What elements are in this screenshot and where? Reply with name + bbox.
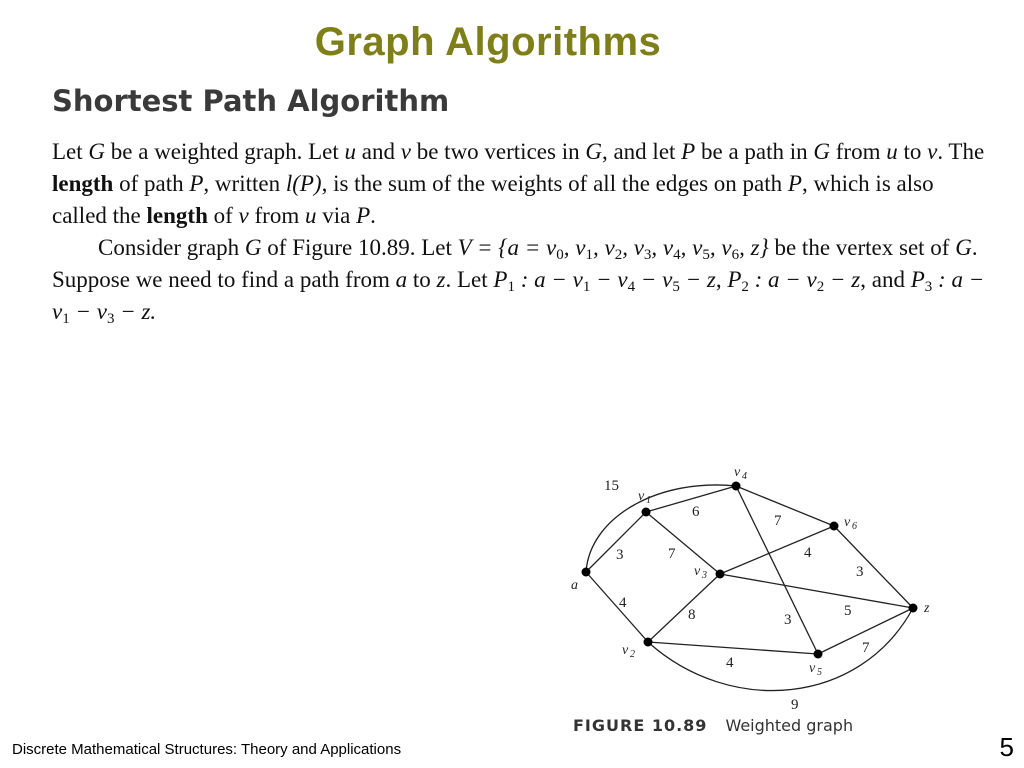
label-a: a bbox=[571, 578, 578, 593]
weight-v3-v2: 8 bbox=[688, 607, 696, 623]
paragraph-definition: Let G be a weighted graph. Let u and v be two vertices in G, and let P be a path in G from u to v. The length of path P, written l(P), is the sum of the weights of all the edges on path P, which is also called the length of v from u via P. bbox=[52, 139, 985, 228]
page-number: 5 bbox=[999, 732, 1014, 762]
figure-caption-text: Weighted graph bbox=[725, 716, 854, 735]
vertex-a bbox=[582, 568, 591, 577]
weighted-graph-figure bbox=[560, 456, 950, 746]
figure-number: FIGURE 10.89 bbox=[573, 716, 708, 735]
edge-a-v2 bbox=[586, 572, 648, 642]
weight-v6-z: 3 bbox=[856, 564, 864, 580]
weight-v4-v6: 7 bbox=[774, 513, 782, 529]
vertex-v2 bbox=[644, 638, 653, 647]
section-heading: Shortest Path Algorithm bbox=[52, 84, 450, 118]
weight-v2-v5: 4 bbox=[726, 655, 734, 671]
vertex-v6 bbox=[830, 522, 839, 531]
footer-book-title: Discrete Mathematical Structures: Theory and Applications bbox=[12, 741, 402, 758]
label-v4: v bbox=[734, 465, 741, 480]
weight-v5-z: 7 bbox=[862, 640, 870, 656]
label-v3: v bbox=[694, 564, 701, 579]
svg-text:3: 3 bbox=[702, 570, 707, 581]
weight-v4-v5: 3 bbox=[784, 612, 792, 628]
svg-text:5: 5 bbox=[817, 667, 822, 678]
body-text bbox=[52, 136, 992, 328]
weight-v1-v4: 6 bbox=[692, 504, 700, 520]
weight-a-v4: 15 bbox=[604, 478, 619, 494]
vertex-v4 bbox=[732, 482, 741, 491]
edge-v2-v5 bbox=[648, 642, 818, 654]
edge-v3-z bbox=[720, 574, 913, 608]
weight-v3-z: 5 bbox=[844, 603, 852, 619]
vertex-v3 bbox=[716, 570, 725, 579]
weight-a-v1: 3 bbox=[616, 547, 624, 563]
svg-text:6: 6 bbox=[852, 521, 857, 532]
graph-diagram bbox=[560, 456, 950, 746]
label-v6: v bbox=[844, 515, 851, 530]
edge-v3-v2 bbox=[648, 574, 720, 642]
label-v5: v bbox=[809, 661, 816, 676]
term-length: length bbox=[146, 203, 208, 228]
weight-v2-z: 9 bbox=[791, 697, 799, 713]
term-length: length bbox=[52, 171, 114, 196]
svg-text:1: 1 bbox=[646, 495, 651, 506]
figure-caption bbox=[573, 716, 853, 735]
label-v2: v bbox=[622, 643, 629, 658]
slide-title: Graph Algorithms bbox=[314, 20, 662, 64]
edge-v3-v6 bbox=[720, 526, 834, 574]
vertex-v1 bbox=[642, 508, 651, 517]
vertex-v5 bbox=[814, 650, 823, 659]
svg-text:4: 4 bbox=[742, 471, 747, 482]
weight-v1-v3: 7 bbox=[668, 546, 676, 562]
edge-v4-v6 bbox=[736, 486, 834, 526]
edge-v1-v4 bbox=[646, 486, 736, 512]
vertex-z bbox=[909, 604, 918, 613]
label-v1: v bbox=[638, 489, 645, 504]
edge-a-v4 bbox=[586, 485, 736, 572]
edge-v4-v5 bbox=[736, 486, 818, 654]
edge-v1-v3 bbox=[646, 512, 720, 574]
svg-text:2: 2 bbox=[630, 649, 635, 660]
paragraph-example: Consider graph G of Figure 10.89. Let $V = \{a = v_0$, $v_1$, $v_2$, $v_3$, $v_4$, $v_5$, $v_6$, z} be the vertex set of G. Suppose we need to find a path from a to z. Let $P_1$ : $a - v_1 - v_4 - v_5 - z$, $P_2$ : $a - v_2 - z$, and $P_3$ : $a - v_1 - v_3 - z$. bbox=[52, 235, 985, 327]
weight-a-v2: 4 bbox=[619, 595, 627, 611]
weight-v3-v6: 4 bbox=[804, 545, 812, 561]
label-z: z bbox=[924, 601, 930, 616]
